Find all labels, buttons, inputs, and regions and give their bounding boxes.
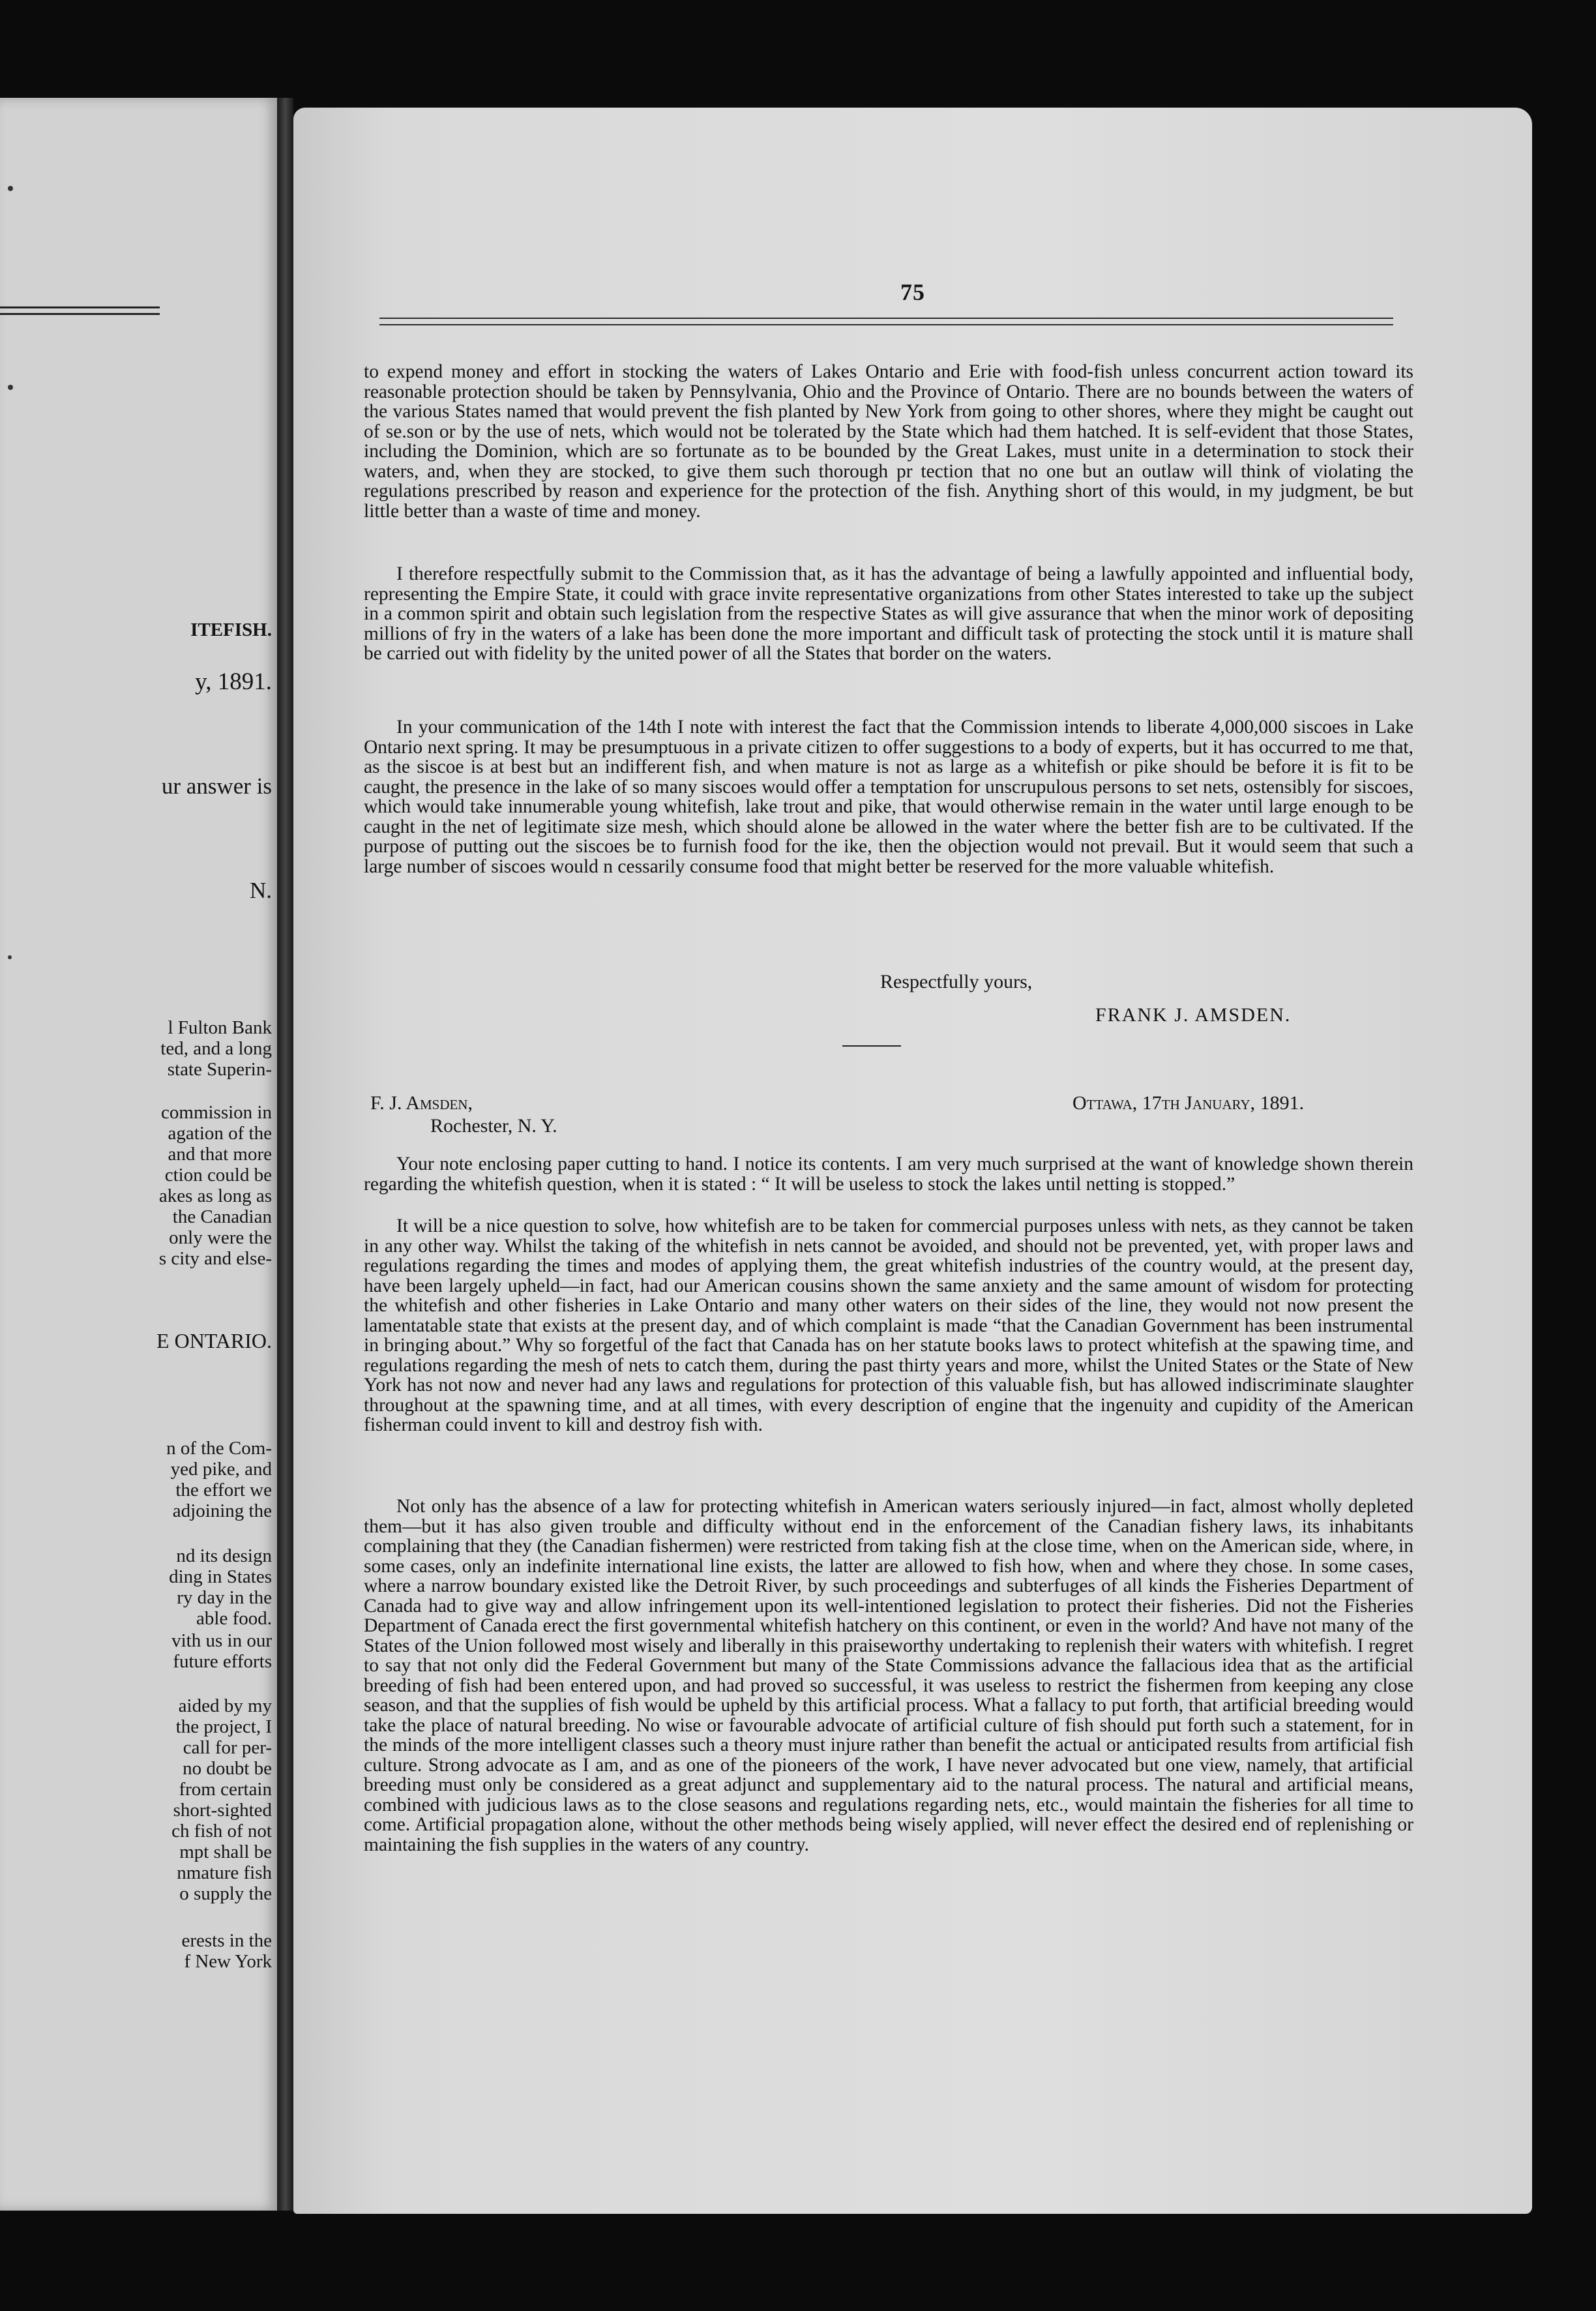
left-page-line: and that more <box>168 1144 272 1165</box>
left-page-line: yed pike, and <box>170 1459 272 1480</box>
left-page-line: f New York <box>184 1951 272 1972</box>
left-page-rule <box>0 313 160 315</box>
book-page <box>293 108 1532 2214</box>
letter-separator <box>842 1045 901 1047</box>
left-page-line: o supply the <box>179 1883 272 1904</box>
header-rule <box>379 318 1393 325</box>
page-number: 75 <box>900 279 925 305</box>
left-page-line: mpt shall be <box>179 1841 272 1862</box>
left-page-line: only were the <box>169 1227 272 1248</box>
left-page-line: commission in <box>161 1102 272 1123</box>
left-page-line: ction could be <box>164 1165 272 1185</box>
letter2-addressee-name: F. J. Amsden, <box>370 1092 473 1114</box>
letter2-paragraph-1: Your note enclosing paper cutting to hand. I notice its contents. I am very much surprised at the want of knowledge shown therein regarding the whitefish question, when it is stated : “ It will be useless to stock the lakes until netting is stopped.” <box>364 1154 1413 1195</box>
left-page-line: the project, I <box>175 1716 272 1737</box>
letter1-closing: Respectfully yours, <box>880 971 1033 992</box>
left-page-line: nmature fish <box>177 1862 272 1883</box>
letter2-paragraph-2: It will be a nice question to solve, how whitefish are to be taken for commercial purposes unless with nets, as they cannot be taken in any other way. Whilst the taking of the whitefish in nets cannot be avoided, and should not be prevented, yet, with proper laws and regulations regarding the times and modes of applying them, the great whitefish industries of the country would, at the present day, have been largely upheld—in fact, had our American cousins shown the same anxiety and the same amount of wisdom for protecting the whitefish and other fisheries in Lake Ontario and many other waters on their sides of the line, they would not now present the lamentatable state that exists at the present day, and of which complaint is made “that the Canadian Government has been instrumental in bringing about.” Why so forgetful of the fact that Canada has on her statute books laws to protect whitefish at the spawing time, and regulations regarding the mesh of nets to catch them, during the past thirty years and more, whilst the United States or the State of New York has not now and never had any laws and regulations for protection of this valuable fish, but has allowed indiscriminate slaughter throughout at the spawning time, and at all times, with every description of engine that the ingenuity and cupidity of the American fisherman could invent to kill and destroy fish with. <box>364 1215 1413 1435</box>
left-page-dot <box>8 385 13 390</box>
left-page-line: akes as long as <box>158 1185 272 1206</box>
left-page-line: y, 1891. <box>195 668 272 695</box>
left-page-rule <box>0 306 160 308</box>
letter1-signature: FRANK J. AMSDEN. <box>1095 1004 1292 1026</box>
left-page-line: N. <box>249 878 272 903</box>
left-page-line: E ONTARIO. <box>156 1329 272 1352</box>
left-page-line: ted, and a long <box>160 1038 272 1059</box>
left-page-line: s city and else- <box>158 1248 272 1269</box>
left-page-line: ITEFISH. <box>190 619 272 640</box>
left-page-line: from certain <box>179 1779 272 1800</box>
letter1-paragraph-3: In your communication of the 14th I note with interest the fact that the Commission intends to liberate 4,000,000 siscoes in Lake Ontario next spring. It may be presumptuous in a private citizen to offer suggestions to a body of experts, but it has occurred to me that, as the siscoe is at best but an indifferent fish, and when mature is not as large as a whitefish or pike should be before it is fit to be caught, the presence in the lake of so many siscoes would offer a temptation for unscrupulous persons to set nets, ostensibly for siscoes, which would take innumerable young whitefish, lake trout and pike, that would otherwise remain in the water until large enough to be caught in the net of legitimate size mesh, which should alone be allowed in the water where the better fish are to be cultivated. If the purpose of putting out the siscoes be to furnish food for the ike, then the objection would not prevail. But it would seem that such a large number of siscoes would n cessarily consume food that might better be reserved for the more valuable whitefish. <box>364 717 1413 877</box>
left-page-line: future efforts <box>173 1651 272 1672</box>
left-page-line: aided by my <box>178 1695 272 1716</box>
left-page-line: nd its design <box>176 1545 272 1566</box>
book-gutter <box>277 98 293 2211</box>
left-page-line: ch fish of not <box>171 1821 272 1841</box>
left-page-dot <box>8 955 12 959</box>
left-page-line: call for per- <box>183 1737 272 1758</box>
left-page-line: ry day in the <box>177 1587 272 1608</box>
left-page-line: ur answer is <box>161 773 272 799</box>
previous-page-fragment <box>0 98 277 2211</box>
left-page-line: the effort we <box>175 1480 272 1500</box>
left-page-line: agation of the <box>168 1123 272 1144</box>
left-page-dot <box>8 186 13 191</box>
left-page-line: erests in the <box>181 1930 272 1951</box>
left-page-line: vith us in our <box>171 1630 272 1651</box>
left-page-line: able food. <box>196 1608 272 1629</box>
letter1-paragraph-2: I therefore respectfully submit to the Commission that, as it has the advantage of being a lawfully appointed and influential body, representing the Empire State, it could with grace invite representative organizations from other States interested to take up the subject in a common spirit and obtain such legislation from the respective States as will give assurance that when the minor work of depositing millions of fry in the waters of a lake has been done the more important and difficult task of protecting the stock until it is mature shall be carried out with fidelity by the united power of all the States that border on the waters. <box>364 563 1413 664</box>
letter2-dateline: Ottawa, 17th January, 1891. <box>1072 1092 1305 1114</box>
letter2-paragraph-3: Not only has the absence of a law for protecting whitefish in American waters seriously injured—in fact, almost wholly depleted them—but it has also given trouble and difficulty without end in the enforcement of the Canadian fishery laws, its inhabitants complaining that they (the Canadian fishermen) were restricted from taking fish at the close time, when on the American side, where, in some cases, only an indefinite international line exists, the latter are allowed to fish how, when and where they chose. In some cases, where a narrow boundary existed like the Detroit River, by such proceedings and subterfuges of all kinds the Fisheries Department of Canada had to give way and allow infringement upon its well-intentioned legislation to protect their fisheries. Did not the Fisheries Department of Canada erect the first governmental whitefish hatchery on this continent, or even in the world? And have not many of the States of the Union followed most wisely and liberally in this praiseworthy undertaking to replenish their waters with whitefish. I regret to say that not only did the Federal Government but many of the State Commissions advance the fallacious idea that as the artificial breeding of fish had been entered upon, and had proved so successful, it was useless to restrict the fishermen from keeping any close season, and that the supplies of fish would be upheld by this artificial process. What a fallacy to put forth, that artificial breeding would take the place of natural breeding. No wise or favourable advocate of artificial culture of fish should put forth such a statement, for in the minds of the more intelligent classes such a theory must injure rather than benefit the actual or anticipated results from artificial fish culture. Strong advocate as I am, and as one of the pioneers of the work, I have never advocated but one view, namely, that artificial breeding must only be considered as a great adjunct and supplementary aid to the natural process. The natural and artificial means, combined with judicious laws as to the close seasons and regulations regarding nets, etc., would maintain the fisheries for all time to come. Artificial propagation alone, without the other methods being wisely applied, will never effect the desired end of replenishing or maintaining the fish supplies in the waters of any country. <box>364 1496 1413 1855</box>
left-page-line: l Fulton Bank <box>168 1017 272 1038</box>
left-page-line: state Superin- <box>167 1059 272 1080</box>
left-page-line: adjoining the <box>172 1500 272 1521</box>
left-page-line: short-sighted <box>173 1800 272 1821</box>
letter1-paragraph-1: to expend money and effort in stocking the waters of Lakes Ontario and Erie with food-fish unless concurrent action toward its reasonable protection should be taken by Pennsylvania, Ohio and the Province of Ontario. There are no bounds between the waters of the various States named that would prevent the fish planted by New York from going to other shores, where they might be caught out of se.son or by the use of nets, which would not be tolerated by the State which had them hatched. It is self-evident that those States, including the Dominion, which are so fortunate as to be bounded by the Great Lakes, must unite in a determination to stock their waters, and, when they are stocked, to give them such thorough pr tection that no one but an outlaw will think of violating the regulations prescribed by reason and experience for the protection of the fish. Anything short of this would, in my judgment, be but little better than a waste of time and money. <box>364 361 1413 522</box>
left-page-line: the Canadian <box>172 1206 272 1227</box>
left-page-line: no doubt be <box>183 1758 272 1779</box>
left-page-line: n of the Com- <box>166 1438 272 1459</box>
letter2-addressee-city: Rochester, N. Y. <box>430 1115 557 1137</box>
left-page-line: ding in States <box>169 1566 272 1587</box>
